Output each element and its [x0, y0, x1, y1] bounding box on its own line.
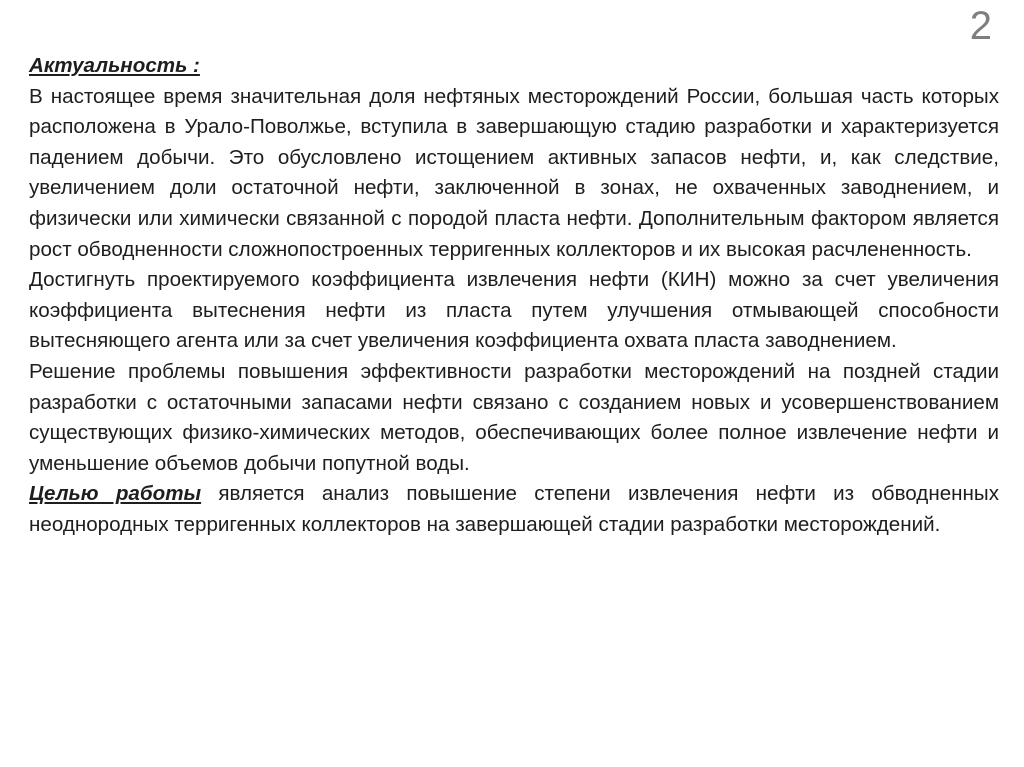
paragraph-goal — [29, 479, 999, 540]
paragraph-relevance: В настоящее время значительная доля нефтяных месторождений России, большая часть которых расположена в Урало-Поволжье, вступила в завершающую стадию разработки и характеризуется падением добычи. Это обусловлено истощением активных запасов нефти, и, как следствие, увеличением доли остаточной нефти, заключенной в зонах, не охваченных заводнением, и физически или химически связанной с породой пласта нефти. Дополнительным фактором является рост обводненности сложнопостроенных терригенных коллекторов и их высокая расчлененность. — [29, 84, 999, 261]
paragraph-problem-solution: Решение проблемы повышения эффективности разработки месторождений на поздней стадии разработки с остаточными запасами нефти связано с созданием новых и усовершенствованием существующих физико-химических методов, обеспечивающих более полное извлечение нефти и уменьшение объемов добычи попутной воды. — [29, 359, 999, 475]
goal-text: является анализ повышение степени извлечения нефти из обводненных неоднородных терригенных коллекторов на завершающей стадии разработки месторождений. — [29, 482, 999, 536]
page-number: 2 — [969, 4, 992, 48]
section-heading: Актуальность : — [29, 54, 200, 77]
slide-content — [29, 51, 999, 541]
goal-label: Целью работы — [29, 482, 202, 506]
paragraph-recovery-factor: Достигнуть проектируемого коэффициента извлечения нефти (КИН) можно за счет увеличения коэффициента вытеснения нефти из пласта путем улучшения отмывающей способности вытесняющего агента или за счет увеличения коэффициента охвата пласта заводнением. — [29, 268, 999, 353]
